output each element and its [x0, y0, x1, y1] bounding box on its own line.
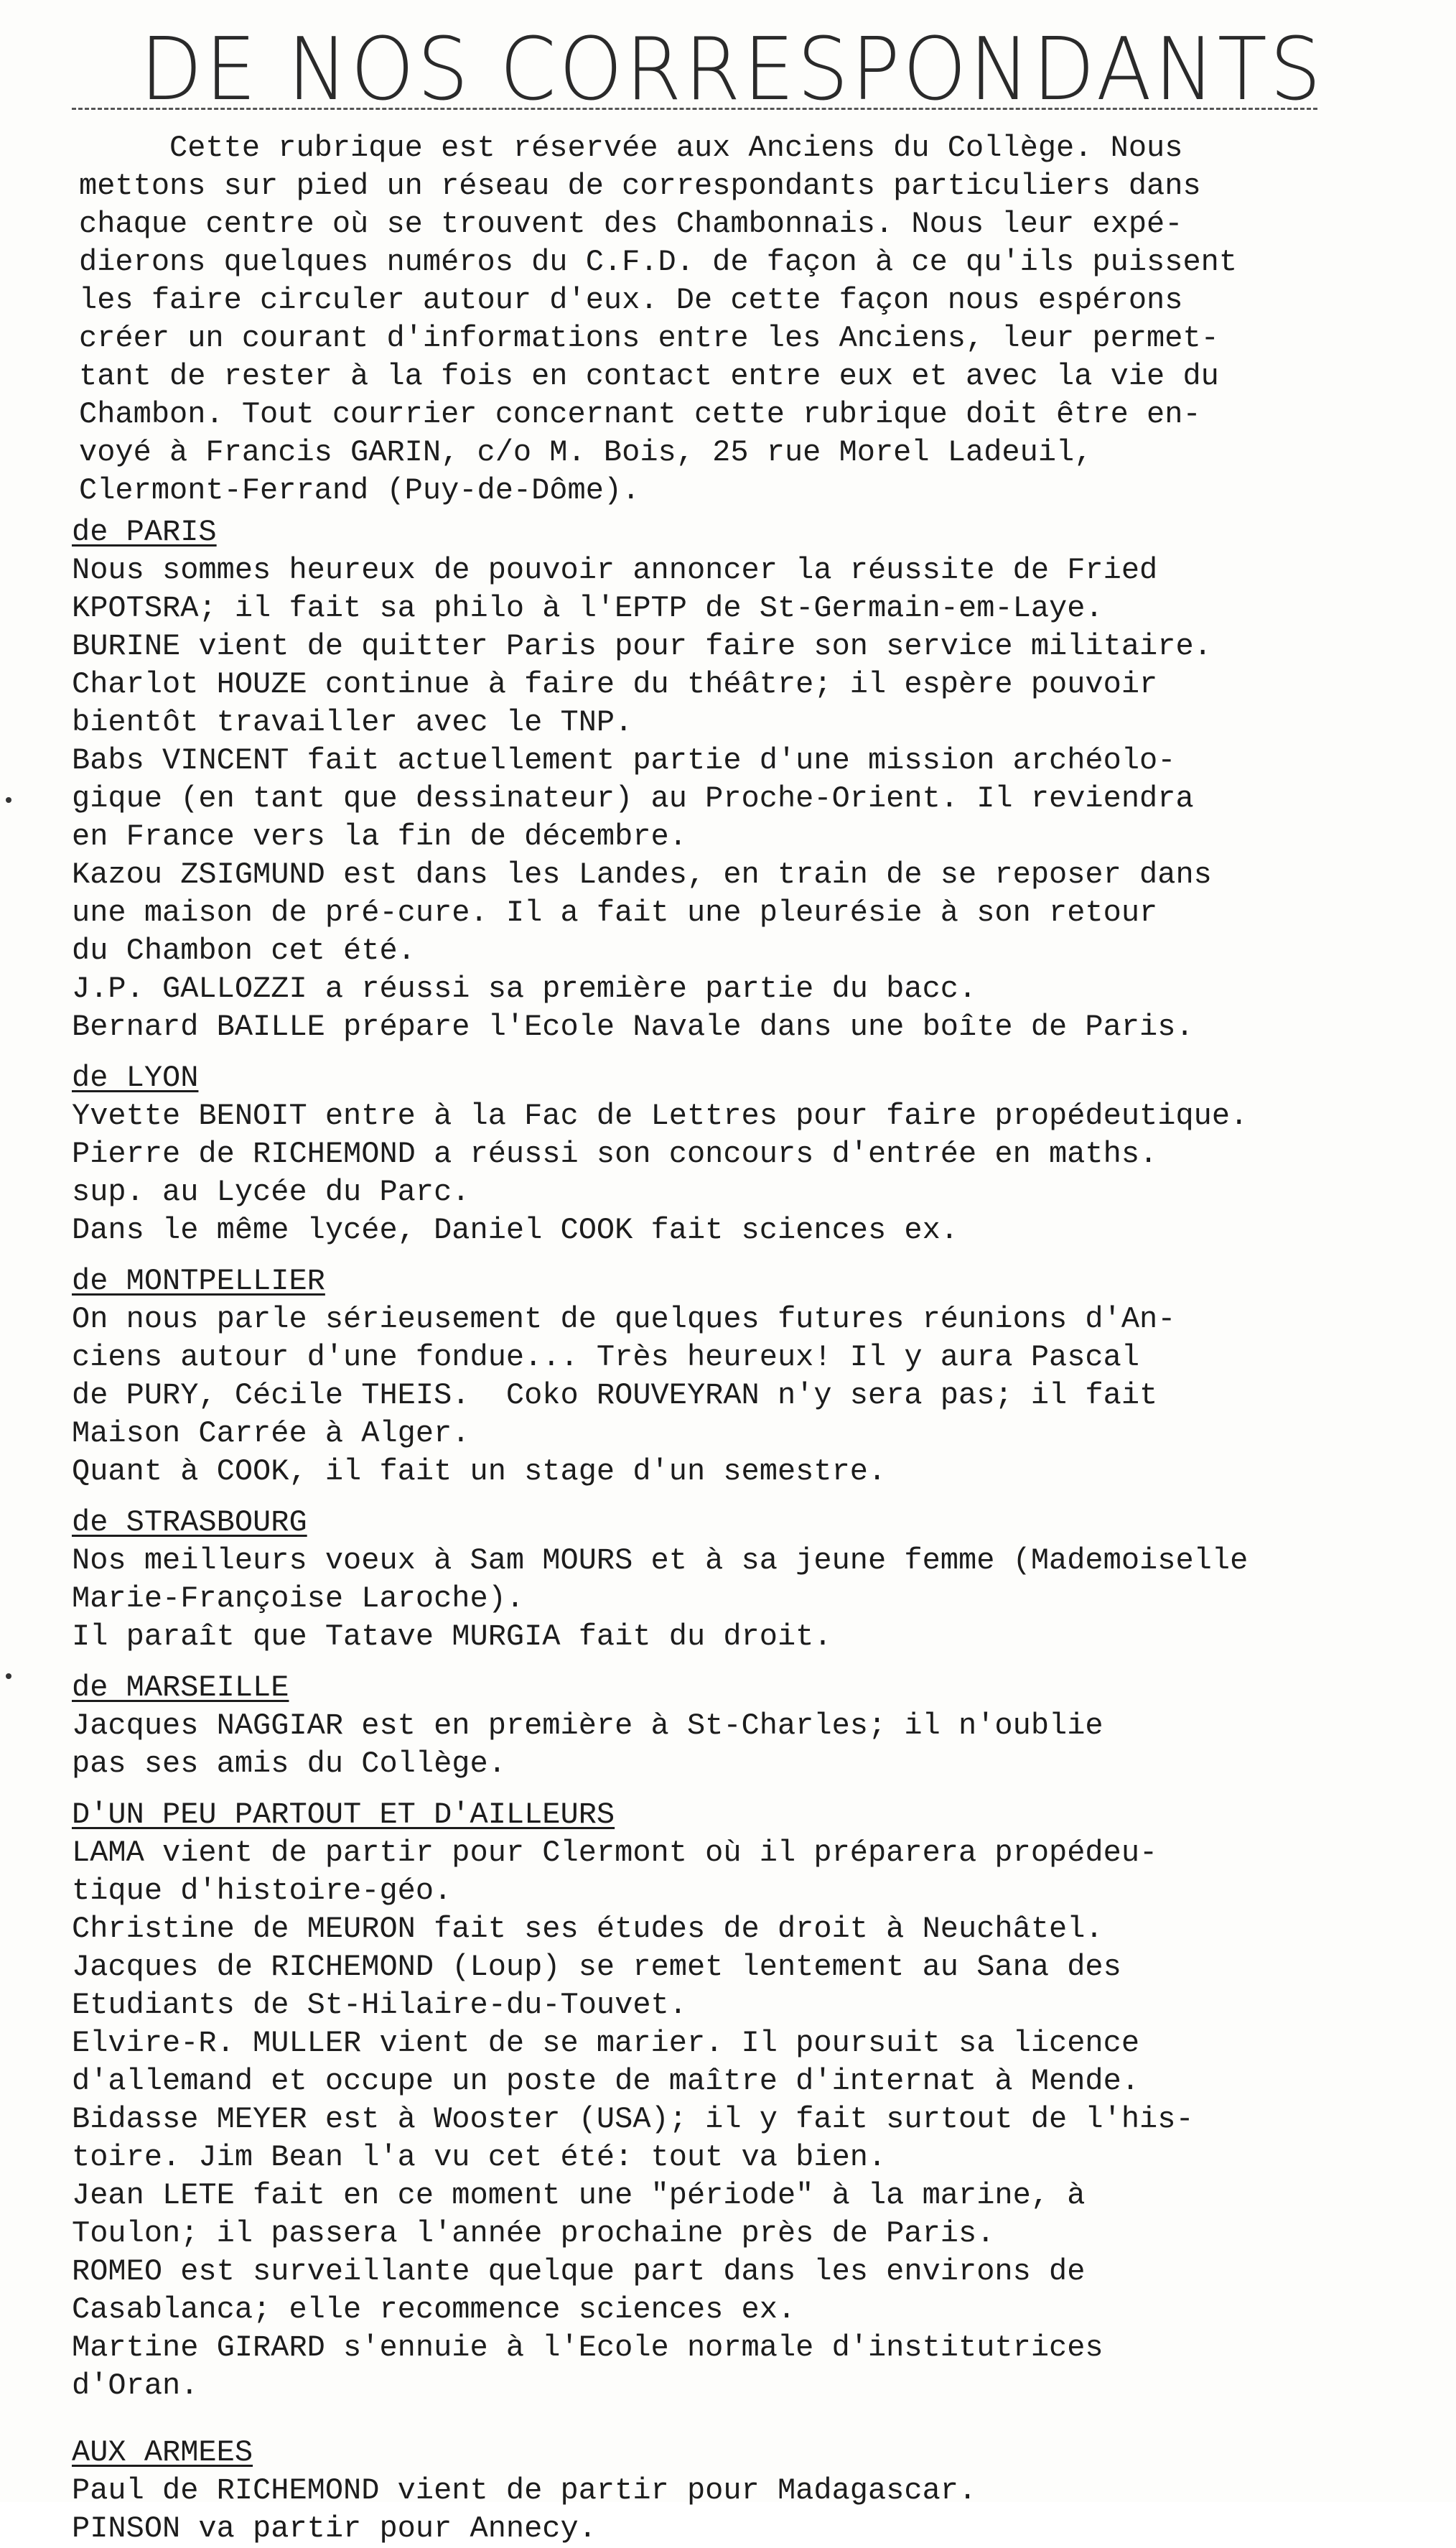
section-line: de PURY, Cécile THEIS. Coko ROUVEYRAN n'y sera pas; il fait [72, 1378, 1158, 1413]
correspondents-body [72, 513, 1450, 2548]
section-heading: de MONTPELLIER [72, 1264, 325, 1298]
section-line: sup. au Lycée du Parc. [72, 1175, 470, 1209]
intro-line: mettons sur pied un réseau de correspondants particuliers dans [79, 169, 1201, 203]
section-line: Casablanca; elle recommence sciences ex. [72, 2292, 796, 2327]
section-line: Jacques de RICHEMOND (Loup) se remet lentement au Sana des [72, 1950, 1121, 1984]
section-heading: de STRASBOURG [72, 1505, 307, 1540]
intro-paragraph [79, 129, 1450, 510]
section-partout [72, 1796, 1450, 2405]
section-line: Yvette BENOIT entre à la Fac de Lettres pour faire propédeutique. [72, 1099, 1249, 1133]
intro-line: tant de rester à la fois en contact entre eux et avec la vie du [79, 359, 1219, 394]
section-line: Il paraît que Tatave MURGIA fait du droit. [72, 1619, 832, 1654]
section-line: Christine de MEURON fait ses études de droit à Neuchâtel. [72, 1912, 1103, 1946]
section-line: J.P. GALLOZZI a réussi sa première partie du bacc. [72, 972, 977, 1006]
section-heading: AUX ARMEES [72, 2435, 253, 2470]
intro-line: chaque centre où se trouvent des Chambonnais. Nous leur expé- [79, 207, 1183, 241]
section-line: Jacques NAGGIAR est en première à St-Charles; il n'oublie [72, 1708, 1103, 1743]
section-line: du Chambon cet été. [72, 934, 416, 968]
section-line: Toulon; il passera l'année prochaine près de Paris. [72, 2216, 995, 2251]
section-line: ciens autour d'une fondue... Très heureux! Il y aura Pascal [72, 1340, 1140, 1375]
section-line: Jean LETE fait en ce moment une "période" à la marine, à [72, 2178, 1086, 2213]
section-heading: de MARSEILLE [72, 1670, 289, 1705]
section-line: Etudiants de St-Hilaire-du-Touvet. [72, 1988, 687, 2022]
section-line: Paul de RICHEMOND vient de partir pour Madagascar. [72, 2473, 977, 2508]
section-line: Dans le même lycée, Daniel COOK fait sciences ex. [72, 1213, 959, 1247]
section-line: bientôt travailler avec le TNP. [72, 705, 633, 740]
section-line: Bidasse MEYER est à Wooster (USA); il y fait surtout de l'his- [72, 2102, 1194, 2136]
section-line: Kazou ZSIGMUND est dans les Landes, en train de se reposer dans [72, 857, 1212, 892]
section-montpellier [72, 1263, 1450, 1491]
section-line: On nous parle sérieusement de quelques futures réunions d'An- [72, 1302, 1176, 1336]
intro-line: Chambon. Tout courrier concernant cette rubrique doit être en- [79, 397, 1201, 432]
section-line: Nous sommes heureux de pouvoir annoncer la réussite de Fried [72, 553, 1158, 587]
section-line: Quant à COOK, il fait un stage d'un semestre. [72, 1454, 887, 1489]
section-line: PINSON va partir pour Annecy. [72, 2511, 597, 2546]
title-underline [72, 108, 1317, 110]
section-line: tique d'histoire-géo. [72, 1874, 452, 1908]
section-line: Nos meilleurs voeux à Sam MOURS et à sa jeune femme (Mademoiselle [72, 1543, 1249, 1578]
section-marseille [72, 1669, 1450, 1783]
intro-line: dierons quelques numéros du C.F.D. de façon à ce qu'ils puissent [79, 245, 1238, 279]
page-title: DE NOS CORRESPONDANTS [140, 20, 1324, 120]
section-paris [72, 513, 1450, 1046]
section-line: Elvire-R. MULLER vient de se marier. Il poursuit sa licence [72, 2026, 1140, 2060]
intro-line: Clermont-Ferrand (Puy-de-Dôme). [79, 473, 640, 508]
section-armees [72, 2434, 1450, 2548]
section-line: KPOTSRA; il fait sa philo à l'EPTP de St-Germain-em-Laye. [72, 591, 1103, 626]
margin-speck [6, 1673, 11, 1679]
intro-line: voyé à Francis GARIN, c/o M. Bois, 25 rue Morel Ladeuil, [79, 435, 1093, 470]
section-line: pas ses amis du Collège. [72, 1747, 506, 1781]
section-line: ROMEO est surveillante quelque part dans les environs de [72, 2254, 1086, 2289]
intro-line: les faire circuler autour d'eux. De cette façon nous espérons [79, 283, 1183, 317]
section-heading: de LYON [72, 1061, 199, 1095]
section-line: en France vers la fin de décembre. [72, 819, 687, 854]
section-line: LAMA vient de partir pour Clermont où il préparera propédeu- [72, 1836, 1158, 1870]
section-lyon [72, 1059, 1450, 1250]
section-line: Bernard BAILLE prépare l'Ecole Navale dans une boîte de Paris. [72, 1010, 1194, 1044]
section-heading: de PARIS [72, 515, 217, 549]
section-line: toire. Jim Bean l'a vu cet été: tout va bien. [72, 2140, 887, 2175]
section-line: Babs VINCENT fait actuellement partie d'une mission archéolo- [72, 743, 1176, 778]
section-line: d'allemand et occupe un poste de maître d'internat à Mende. [72, 2064, 1140, 2098]
section-line: d'Oran. [72, 2368, 199, 2403]
section-line: Marie-Françoise Laroche). [72, 1581, 525, 1616]
intro-line: Cette rubrique est réservée aux Anciens du Collège. Nous [79, 131, 1183, 165]
section-line: Pierre de RICHEMOND a réussi son concours d'entrée en maths. [72, 1137, 1158, 1171]
section-line: une maison de pré-cure. Il a fait une pleurésie à son retour [72, 896, 1158, 930]
intro-line: créer un courant d'informations entre les Anciens, leur permet- [79, 321, 1219, 355]
section-line: Maison Carrée à Alger. [72, 1416, 470, 1451]
section-heading: D'UN PEU PARTOUT ET D'AILLEURS [72, 1798, 615, 1832]
margin-speck [6, 797, 11, 803]
section-strasbourg [72, 1504, 1450, 1656]
section-line: gique (en tant que dessinateur) au Proche-Orient. Il reviendra [72, 781, 1194, 816]
section-line: BURINE vient de quitter Paris pour faire son service militaire. [72, 629, 1212, 664]
section-line: Martine GIRARD s'ennuie à l'Ecole normale d'institutrices [72, 2330, 1103, 2365]
section-line: Charlot HOUZE continue à faire du théâtre; il espère pouvoir [72, 667, 1158, 702]
